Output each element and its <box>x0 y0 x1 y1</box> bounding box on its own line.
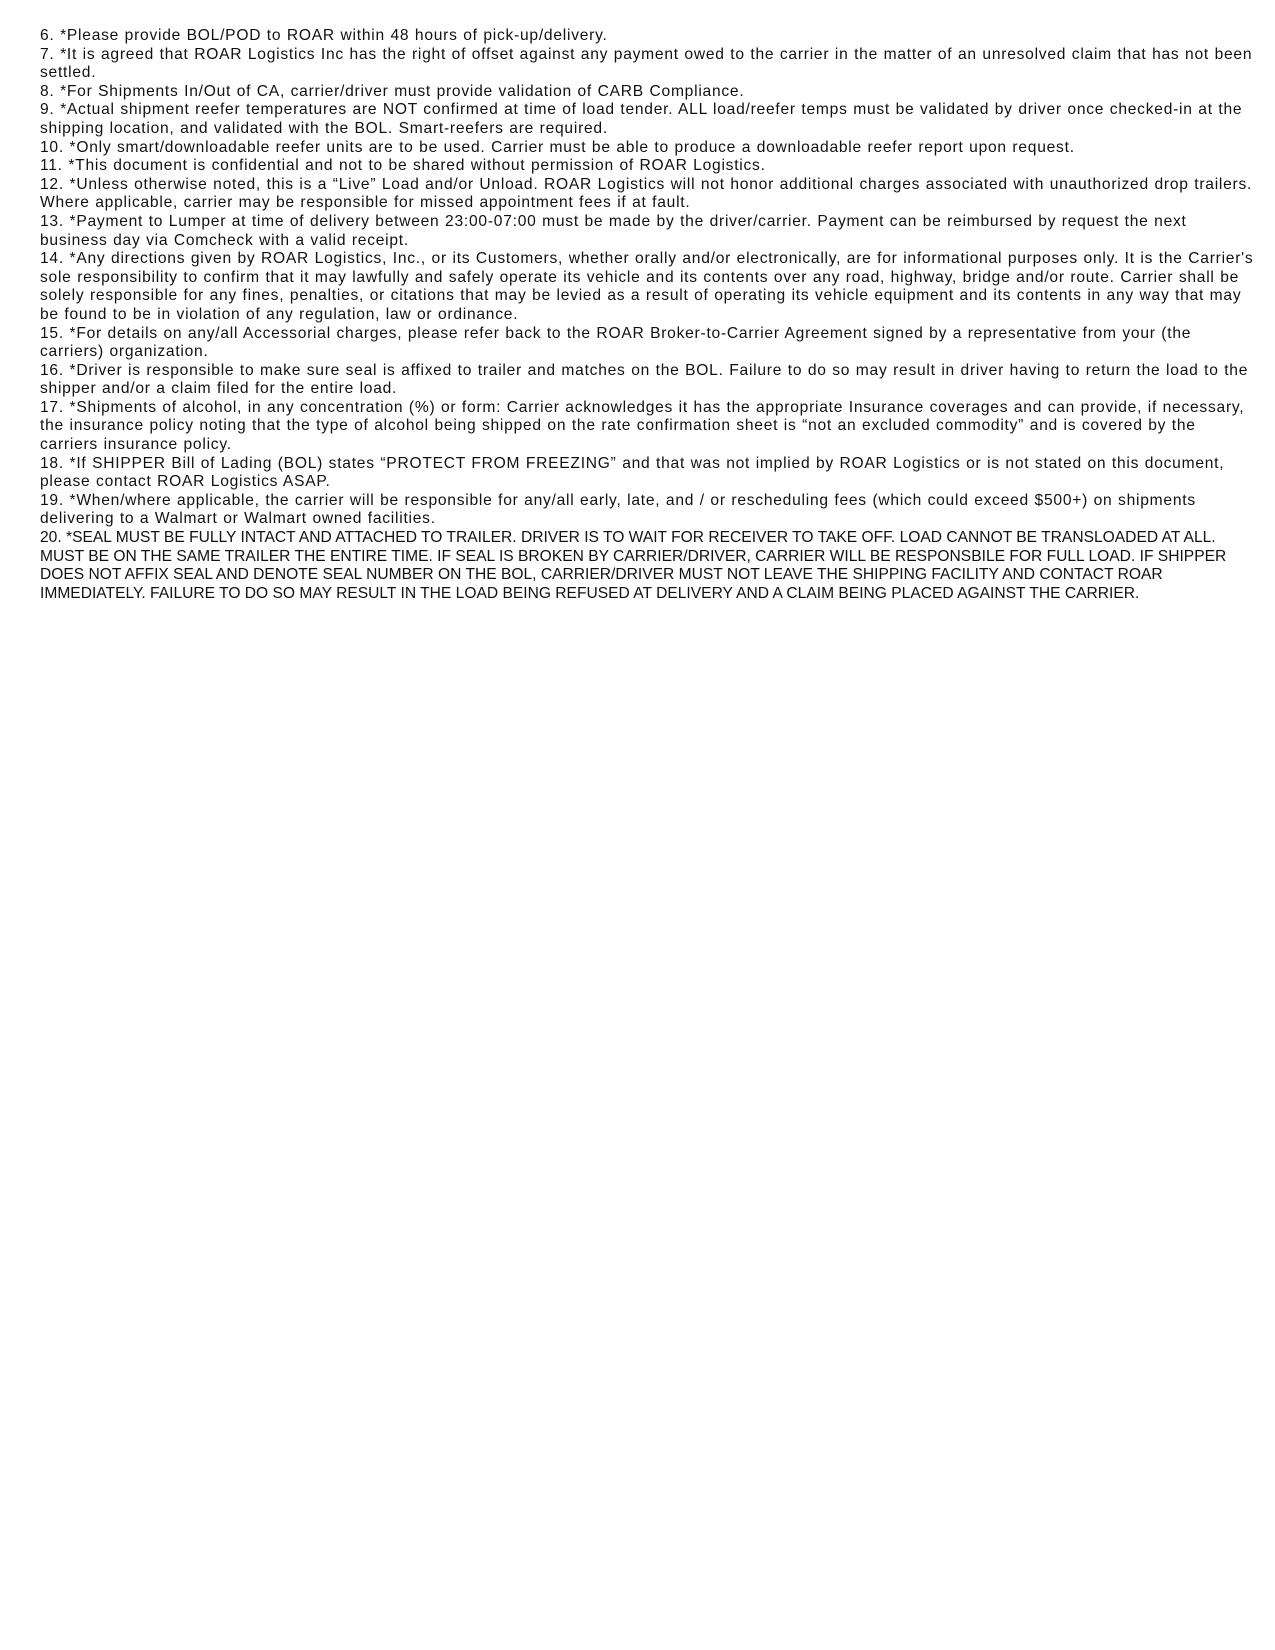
term-13: 13. *Payment to Lumper at time of delivery between 23:00-07:00 must be made by the driver/carrier. Payment can be reimbursed by request the next business day via Comcheck with a valid receipt. <box>40 212 1187 249</box>
term-17: 17. *Shipments of alcohol, in any concentration (%) or form: Carrier acknowledges it has the appropriate Insurance coverages and can provide, if necessary, the insurance policy noting that the type of alcohol being shipped on the rate confirmation sheet is “not an excluded commodity” and is covered by the carriers insurance policy. <box>40 398 1245 454</box>
term-18: 18. *If SHIPPER Bill of Lading (BOL) states “PROTECT FROM FREEZING” and that was not implied by ROAR Logistics or is not stated on this document, please contact ROAR Logistics ASAP. <box>40 454 1225 491</box>
term-11: 11. *This document is confidential and not to be shared without permission of ROAR Logistics. <box>40 157 766 175</box>
terms-document <box>40 27 1255 603</box>
term-7: 7. *It is agreed that ROAR Logistics Inc has the right of offset against any payment owed to the carrier in the matter of an unresolved claim that has not been settled. <box>40 45 1253 82</box>
term-9: 9. *Actual shipment reefer temperatures are NOT confirmed at time of load tender. ALL load/reefer temps must be validated by driver once checked-in at the shipping location, and validated with the BOL. Smart-reefers are required. <box>40 101 1243 137</box>
term-15: 15. *For details on any/all Accessorial charges, please refer back to the ROAR Broker-to-Carrier Agreement signed by a representative from your (the carriers) organization. <box>40 324 1192 361</box>
term-20: 20. *SEAL MUST BE FULLY INTACT AND ATTACHED TO TRAILER. DRIVER IS TO WAIT FOR RECEIVER TO TAKE OFF. LOAD CANNOT BE TRANSLOADED AT ALL. MUST BE ON THE SAME TRAILER THE ENTIRE TIME. IF SEAL IS BROKEN BY CARRIER/DRIVER, CARRIER WILL BE RESPONSBILE FOR FULL LOAD. IF SHIPPER DOES NOT AFFIX SEAL AND DENOTE SEAL NUMBER ON THE BOL, CARRIER/DRIVER MUST NOT LEAVE THE SHIPPING FACILITY AND CONTACT ROAR IMMEDIATELY. FAILURE TO DO SO MAY RESULT IN THE LOAD BEING REFUSED AT DELIVERY AND A CLAIM BEING PLACED AGAINST THE CARRIER. <box>40 529 1227 602</box>
term-19: 19. *When/where applicable, the carrier will be responsible for any/all early, late, and / or rescheduling fees (which could exceed $500+) on shipments delivering to a Walmart or Walmart owned facilities. <box>40 491 1196 528</box>
term-14: 14. *Any directions given by ROAR Logistics, Inc., or its Customers, whether orally and/or electronically, are for informational purposes only. It is the Carrier's sole responsibility to confirm that it may lawfully and safely operate its vehicle and its contents over any road, highway, bridge and/or route. Carrier shall be solely responsible for any fines, penalties, or citations that may be levied as a result of operating its vehicle equipment and its contents in any way that may be found to be in violation of any regulation, law or ordinance. <box>40 250 1254 323</box>
term-10: 10. *Only smart/downloadable reefer units are to be used. Carrier must be able to produce a downloadable reefer report upon request. <box>40 138 1075 156</box>
term-6: 6. *Please provide BOL/POD to ROAR within 48 hours of pick-up/delivery. <box>40 27 608 44</box>
term-16: 16. *Driver is responsible to make sure seal is affixed to trailer and matches on the BOL. Failure to do so may result in driver having to return the load to the shipper and/or a claim filed for the entire load. <box>40 361 1249 398</box>
term-12: 12. *Unless otherwise noted, this is a “Live” Load and/or Unload. ROAR Logistics will not honor additional charges associated with unauthorized drop trailers. Where applicable, carrier may be responsible for missed appointment fees if at fault. <box>40 175 1253 212</box>
term-8: 8. *For Shipments In/Out of CA, carrier/driver must provide validation of CARB Compliance. <box>40 82 745 100</box>
